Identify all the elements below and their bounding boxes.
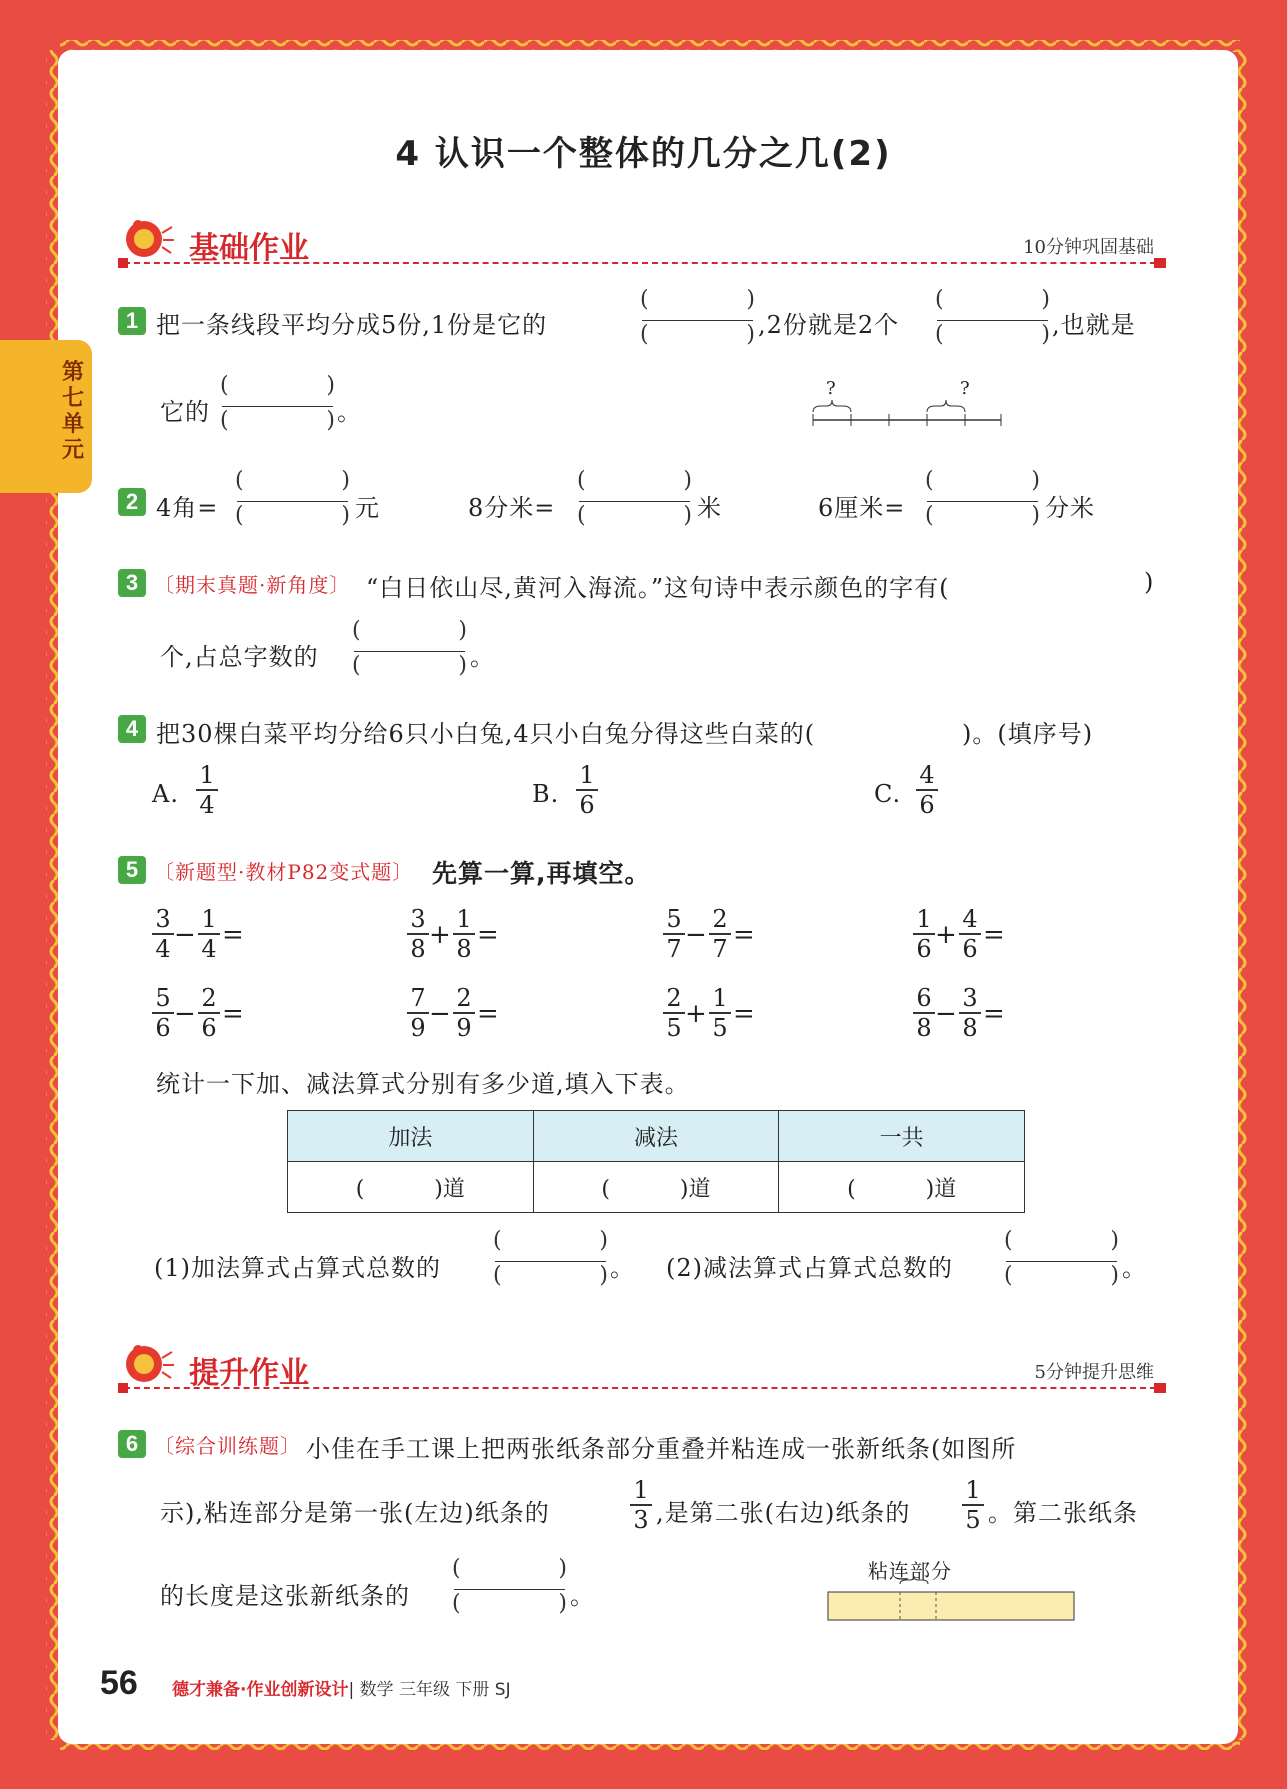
q6-text-2c: 。第二张纸条 [988, 1499, 1138, 1527]
footer-info [172, 1675, 511, 1700]
operator: − [174, 999, 196, 1029]
question-number: 1 [118, 307, 146, 335]
question-number: 5 [118, 856, 146, 884]
table-cell[interactable]: ( )道 [288, 1162, 534, 1213]
option-fraction: 4 6 [916, 762, 938, 818]
q2-b-unit: 米 [697, 494, 722, 522]
question-mark: ? [826, 378, 837, 399]
fraction: 5 6 [152, 985, 174, 1041]
q4-text-2: )。(填序号) [962, 720, 1094, 748]
operator: + [685, 999, 707, 1029]
option-fraction: 1 6 [576, 762, 598, 818]
divider-end [118, 258, 128, 268]
divider-end [1154, 1383, 1166, 1393]
fraction: 7 9 [407, 985, 429, 1041]
q1-text-5: 。 [337, 398, 362, 426]
equals-sign[interactable]: = [477, 999, 499, 1029]
table-header: 加法 [288, 1111, 534, 1162]
q6-text-1: 小佳在手工课上把两张纸条部分重叠并粘连成一张新纸条(如图所 [306, 1435, 1017, 1463]
question-number: 4 [118, 715, 146, 743]
q5-text-1: 先算一算,再填空。 [432, 859, 651, 888]
page-number: 56 [100, 1664, 138, 1702]
table-header: 一共 [779, 1111, 1025, 1162]
fraction-blank[interactable]: ( ) ( ) [1004, 1228, 1119, 1288]
paper-strip-diagram [826, 1576, 1076, 1624]
period: 。 [570, 1582, 595, 1610]
fraction-blank[interactable]: ( ) ( ) [577, 468, 692, 528]
q1-text-3: ,也就是 [1052, 311, 1136, 339]
equals-sign[interactable]: = [983, 999, 1005, 1029]
q3-tag: 〔期末真题·新角度〕 [154, 573, 351, 597]
equals-sign[interactable]: = [733, 999, 755, 1029]
footer-meta: | 数学 三年级 下册 SJ [348, 1680, 511, 1700]
fraction: 5 7 [663, 906, 685, 962]
section-basic-header [114, 215, 1166, 275]
fraction: 2 6 [198, 985, 220, 1041]
q2-a-unit: 元 [355, 494, 380, 522]
footer-brand: 德才兼备·作业创新设计 [172, 1680, 349, 1700]
q3-text-1: “白日依山尽,黄河入海流。”这句诗中表示颜色的字有( [366, 574, 950, 602]
option-fraction: 1 4 [196, 762, 218, 818]
q3-text-3: 。 [470, 643, 495, 671]
page-title: 4 认识一个整体的几分之几(2) [395, 134, 892, 174]
option-label[interactable]: B. [532, 780, 560, 808]
fraction: 4 6 [959, 906, 981, 962]
section-advanced-title: 提升作业 [189, 1356, 309, 1391]
period: 。 [1122, 1254, 1147, 1282]
equals-sign[interactable]: = [983, 920, 1005, 950]
fraction: 2 9 [453, 985, 475, 1041]
fraction: 3 8 [959, 985, 981, 1041]
q5-sub-2: (2)减法算式占算式总数的 [666, 1254, 953, 1282]
fraction-one-fifth: 1 5 [962, 1477, 984, 1533]
q2-b: 8分米= [468, 494, 556, 522]
operator: + [935, 920, 957, 950]
stat-table [287, 1110, 1025, 1213]
divider-end [118, 1383, 128, 1393]
table-header: 减法 [533, 1111, 779, 1162]
q6-text-3: 的长度是这张新纸条的 [160, 1582, 410, 1610]
q5-tag: 〔新题型·教材P82变式题〕 [154, 860, 414, 884]
q5-text-2: 统计一下加、减法算式分别有多少道,填入下表。 [156, 1070, 690, 1098]
section-advanced-header [114, 1340, 1166, 1400]
q3-close-paren: ) [1144, 568, 1155, 596]
section-advanced-note: 5分钟提升思维 [1034, 1362, 1154, 1383]
section-basic-title: 基础作业 [189, 231, 309, 266]
table-cell[interactable]: ( )道 [779, 1162, 1025, 1213]
q2-a: 4角= [156, 494, 219, 522]
equals-sign[interactable]: = [733, 920, 755, 950]
equals-sign[interactable]: = [222, 920, 244, 950]
option-label[interactable]: A. [152, 780, 179, 808]
divider-end [1154, 258, 1166, 268]
q6-tag: 〔综合训练题〕 [154, 1434, 301, 1458]
divider [124, 1387, 1166, 1389]
q3-text-2: 个,占总字数的 [160, 643, 319, 671]
question-number: 6 [118, 1430, 146, 1458]
fraction: 3 8 [407, 906, 429, 962]
fraction: 2 5 [663, 985, 685, 1041]
fraction: 1 5 [709, 985, 731, 1041]
unit-tab-label: 第七单元 [61, 360, 84, 463]
fraction: 1 6 [913, 906, 935, 962]
equals-sign[interactable]: = [477, 920, 499, 950]
table-cell[interactable]: ( )道 [533, 1162, 779, 1213]
fraction: 1 8 [453, 906, 475, 962]
fraction: 6 8 [913, 985, 935, 1041]
operator: − [174, 920, 196, 950]
operator: − [429, 999, 451, 1029]
q6-text-2b: ,是第二张(右边)纸条的 [656, 1499, 911, 1527]
fraction-blank[interactable]: ( ) ( ) [220, 373, 335, 433]
q2-c-unit: 分米 [1045, 494, 1095, 522]
option-label[interactable]: C. [874, 780, 902, 808]
fraction-blank[interactable]: ( ) ( ) [925, 468, 1040, 528]
question-number: 3 [118, 569, 146, 597]
operator: + [429, 920, 451, 950]
fraction-blank[interactable]: ( ) ( ) [935, 287, 1050, 347]
fraction-blank[interactable]: ( ) ( ) [235, 468, 350, 528]
q4-text-1: 把30棵白菜平均分给6只小白兔,4只小白兔分得这些白菜的( [156, 720, 816, 748]
fraction: 2 7 [709, 906, 731, 962]
fraction: 3 4 [152, 906, 174, 962]
q1-text-4: 它的 [160, 398, 210, 426]
fraction-blank[interactable]: ( ) ( ) [452, 1556, 567, 1616]
fraction-one-third: 1 3 [630, 1477, 652, 1533]
fraction-blank[interactable]: ( ) ( ) [352, 618, 467, 678]
q6-text-2a: 示),粘连部分是第一张(左边)纸条的 [160, 1499, 550, 1527]
divider [124, 262, 1166, 264]
equals-sign[interactable]: = [222, 999, 244, 1029]
q1-text-1: 把一条线段平均分成5份,1份是它的 [156, 311, 548, 339]
diagram-label: 粘连部分 [868, 1559, 952, 1583]
operator: − [935, 999, 957, 1029]
q1-text-2: ,2份就是2个 [758, 311, 900, 339]
q5-sub-1: (1)加法算式占算式总数的 [154, 1254, 441, 1282]
section-basic-note: 10分钟巩固基础 [1023, 237, 1154, 258]
fraction: 1 4 [198, 906, 220, 962]
fraction-blank[interactable]: ( ) ( ) [493, 1228, 608, 1288]
period: 。 [610, 1254, 635, 1282]
question-number: 2 [118, 488, 146, 516]
operator: − [685, 920, 707, 950]
fraction-blank[interactable]: ( ) ( ) [640, 287, 755, 347]
question-mark: ? [960, 378, 971, 399]
q2-c: 6厘米= [818, 494, 906, 522]
